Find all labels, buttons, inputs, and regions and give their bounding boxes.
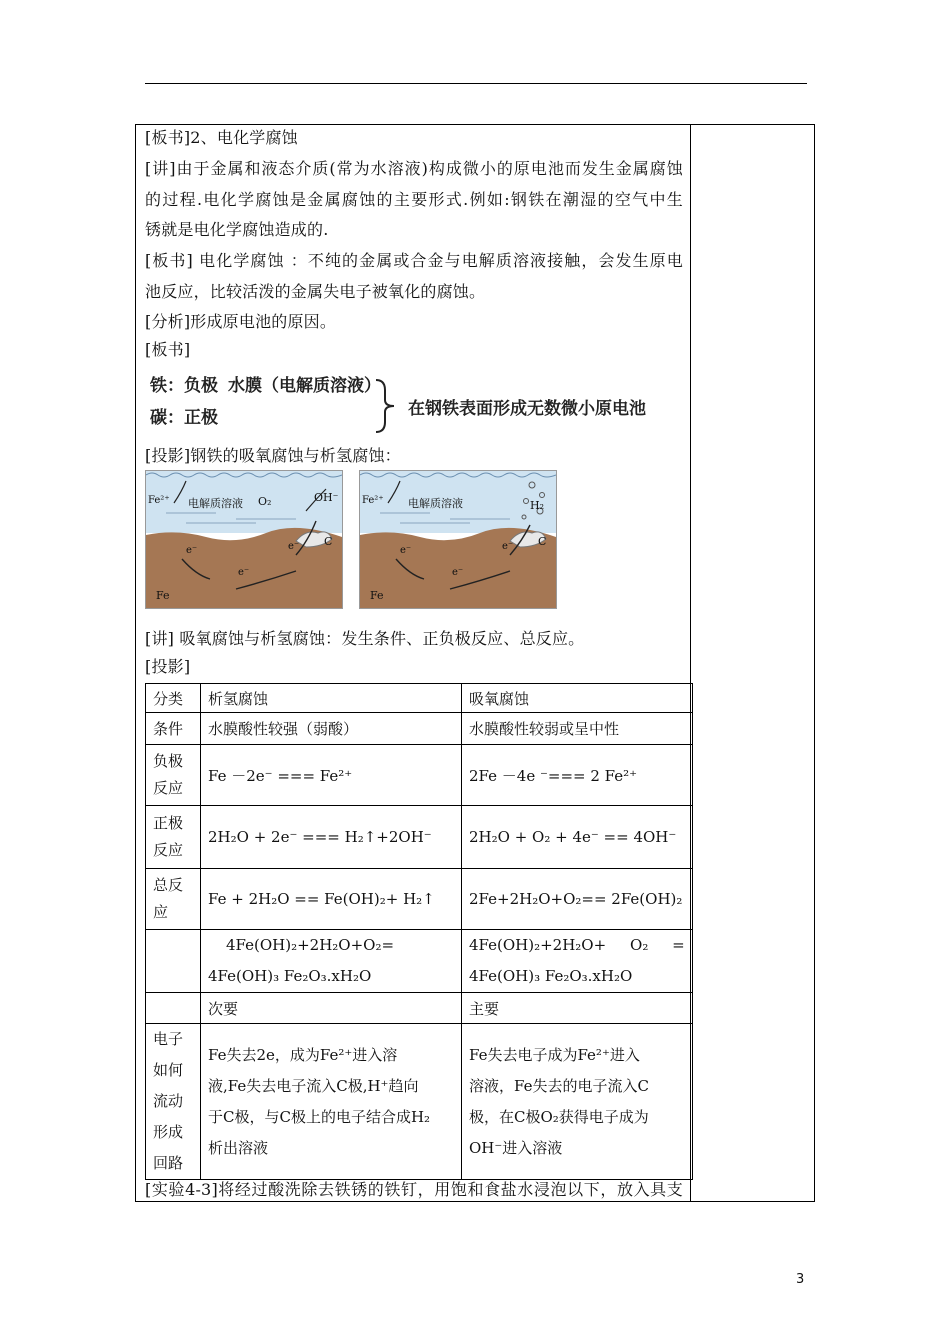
brace-icon [372, 378, 398, 434]
header-rule [145, 83, 807, 84]
row-label: 反应 [153, 779, 184, 797]
label-solution: 电解质溶液 [188, 497, 243, 510]
label-oh: OH⁻ [314, 491, 339, 504]
table-cell [462, 1024, 693, 1180]
row-label: 正极 [153, 814, 184, 832]
table-cell: 分类 [146, 684, 201, 713]
table-cell [201, 1024, 462, 1180]
table-cell [146, 806, 201, 869]
table-cell: 2Fe+2H₂O+O₂== 2Fe(OH)₂ [462, 869, 693, 930]
reaction-line: 4Fe(OH)₃ Fe₂O₃.xH₂O [469, 967, 633, 985]
reaction-line: 4Fe(OH)₃ Fe₂O₃.xH₂O [208, 967, 372, 985]
text-line: [实验4-3]将经过酸洗除去铁锈的铁钉，用饱和食盐水浸泡以下，放入具支 [145, 1180, 683, 1199]
text-line: 池反应，比较活泼的金属失电子被氧化的腐蚀。 [145, 282, 486, 301]
flow-line: Fe失去电子成为Fe²⁺进入 [469, 1045, 640, 1064]
label-c: C [538, 535, 547, 548]
label-fe: Fe [370, 589, 384, 602]
table-cell: Fe －2e⁻ === Fe²⁺ [201, 745, 462, 806]
label-fe: Fe [156, 589, 170, 602]
flow-line: 液,Fe失去电子流入C极,H⁺趋向 [208, 1076, 419, 1095]
table-row [146, 930, 693, 993]
flow-line: OH⁻进入溶液 [469, 1138, 563, 1157]
text-line: [板书] 电化学腐蚀 ：不纯的金属或合金与电解质溶液接触，会发生原电 [145, 251, 683, 270]
table-row [146, 806, 693, 869]
oxygen-corrosion-diagram [146, 471, 342, 608]
text-line: [板书] [145, 340, 191, 359]
text-line: [投影] [145, 657, 191, 676]
flow-line: 溶液，Fe失去的电子流入C [469, 1076, 649, 1095]
label-electron: e⁻ [502, 541, 514, 552]
row-label: 总反 [153, 876, 184, 894]
row-label: 反应 [153, 841, 184, 859]
text-line: [板书]2、电化学腐蚀 [145, 128, 298, 147]
board-result: 在钢铁表面形成无数微小原电池 [408, 399, 646, 419]
hydrogen-corrosion-figure [359, 470, 557, 609]
label-o2: O₂ [258, 495, 272, 508]
text-line: 的过程.电化学腐蚀是金属腐蚀的主要形式.例如:钢铁在潮湿的空气中生 [145, 190, 683, 209]
row-label: 负极 [153, 752, 184, 770]
oxygen-corrosion-figure [145, 470, 343, 609]
hydrogen-corrosion-diagram [360, 471, 556, 608]
comparison-table [145, 683, 693, 1180]
table-cell: 2H₂O + O₂ + 4e⁻ == 4OH⁻ [462, 806, 693, 869]
label-electron: e⁻ [452, 567, 464, 578]
row-label: 形成 [153, 1123, 184, 1141]
table-cell [146, 993, 201, 1024]
flow-line: Fe失去2e，成为Fe²⁺进入溶 [208, 1045, 398, 1064]
row-label: 回路 [153, 1154, 184, 1172]
table-row [146, 745, 693, 806]
table-cell: Fe + 2H₂O == Fe(OH)₂+ H₂↑ [201, 869, 462, 930]
label-electron: e⁻ [288, 541, 300, 552]
label-h2: H₂ [530, 499, 545, 512]
label-c: C [324, 535, 333, 548]
label-electron: e⁻ [400, 545, 412, 556]
board-iron: 铁：负极 [150, 376, 218, 396]
table-row [146, 684, 693, 713]
board-carbon: 碳：正极 [150, 408, 218, 428]
text-line: [讲]由于金属和液态介质(常为水溶液)构成微小的原电池而发生金属腐蚀 [145, 159, 683, 178]
row-label: 电子 [153, 1030, 184, 1048]
table-cell: 主要 [462, 993, 693, 1024]
table-cell [146, 869, 201, 930]
label-fe2: Fe²⁺ [148, 495, 170, 506]
table-cell: 水膜酸性较弱或呈中性 [462, 713, 693, 745]
label-electron: e⁻ [238, 567, 250, 578]
flow-line: 析出溶液 [208, 1138, 269, 1157]
table-cell: 次要 [201, 993, 462, 1024]
flow-line: 极，在C极O₂获得电子成为 [469, 1107, 649, 1126]
table-cell: 水膜酸性较强（弱酸） [201, 713, 462, 745]
text-line: [分析]形成原电池的原因。 [145, 312, 337, 331]
table-row [146, 1024, 693, 1180]
table-cell: 2H₂O + 2e⁻ === H₂↑+2OH⁻ [201, 806, 462, 869]
table-cell [201, 930, 462, 993]
reaction-line: 4Fe(OH)₂+2H₂O+O₂= [226, 936, 395, 954]
text-line: 锈就是电化学腐蚀造成的. [145, 220, 329, 239]
table-cell [146, 930, 201, 993]
row-label: 流动 [153, 1092, 184, 1110]
page-number: 3 [796, 1272, 805, 1287]
table-row [146, 869, 693, 930]
table-cell [146, 1024, 201, 1180]
table-cell [462, 930, 693, 993]
label-solution: 电解质溶液 [408, 497, 463, 510]
row-label: 如何 [153, 1061, 184, 1079]
text-line: [投影]钢铁的吸氧腐蚀与析氢腐蚀： [145, 446, 401, 465]
label-fe2: Fe²⁺ [362, 495, 384, 506]
table-cell: 2Fe －4e ⁻=== 2 Fe²⁺ [462, 745, 693, 806]
flow-line: 于C极，与C极上的电子结合成H₂ [208, 1107, 431, 1126]
table-cell: 吸氧腐蚀 [462, 684, 693, 713]
board-film: 水膜（电解质溶液） [228, 376, 381, 396]
label-electron: e⁻ [186, 545, 198, 556]
table-cell [146, 745, 201, 806]
reaction-line: 4Fe(OH)₂+2H₂O+ O₂ = [469, 936, 685, 954]
row-label: 应 [153, 903, 169, 921]
table-row [146, 993, 693, 1024]
table-row [146, 713, 693, 745]
table-cell: 析氢腐蚀 [201, 684, 462, 713]
table-cell: 条件 [146, 713, 201, 745]
text-line: [讲] 吸氧腐蚀与析氢腐蚀：发生条件、正负极反应、总反应。 [145, 629, 585, 648]
